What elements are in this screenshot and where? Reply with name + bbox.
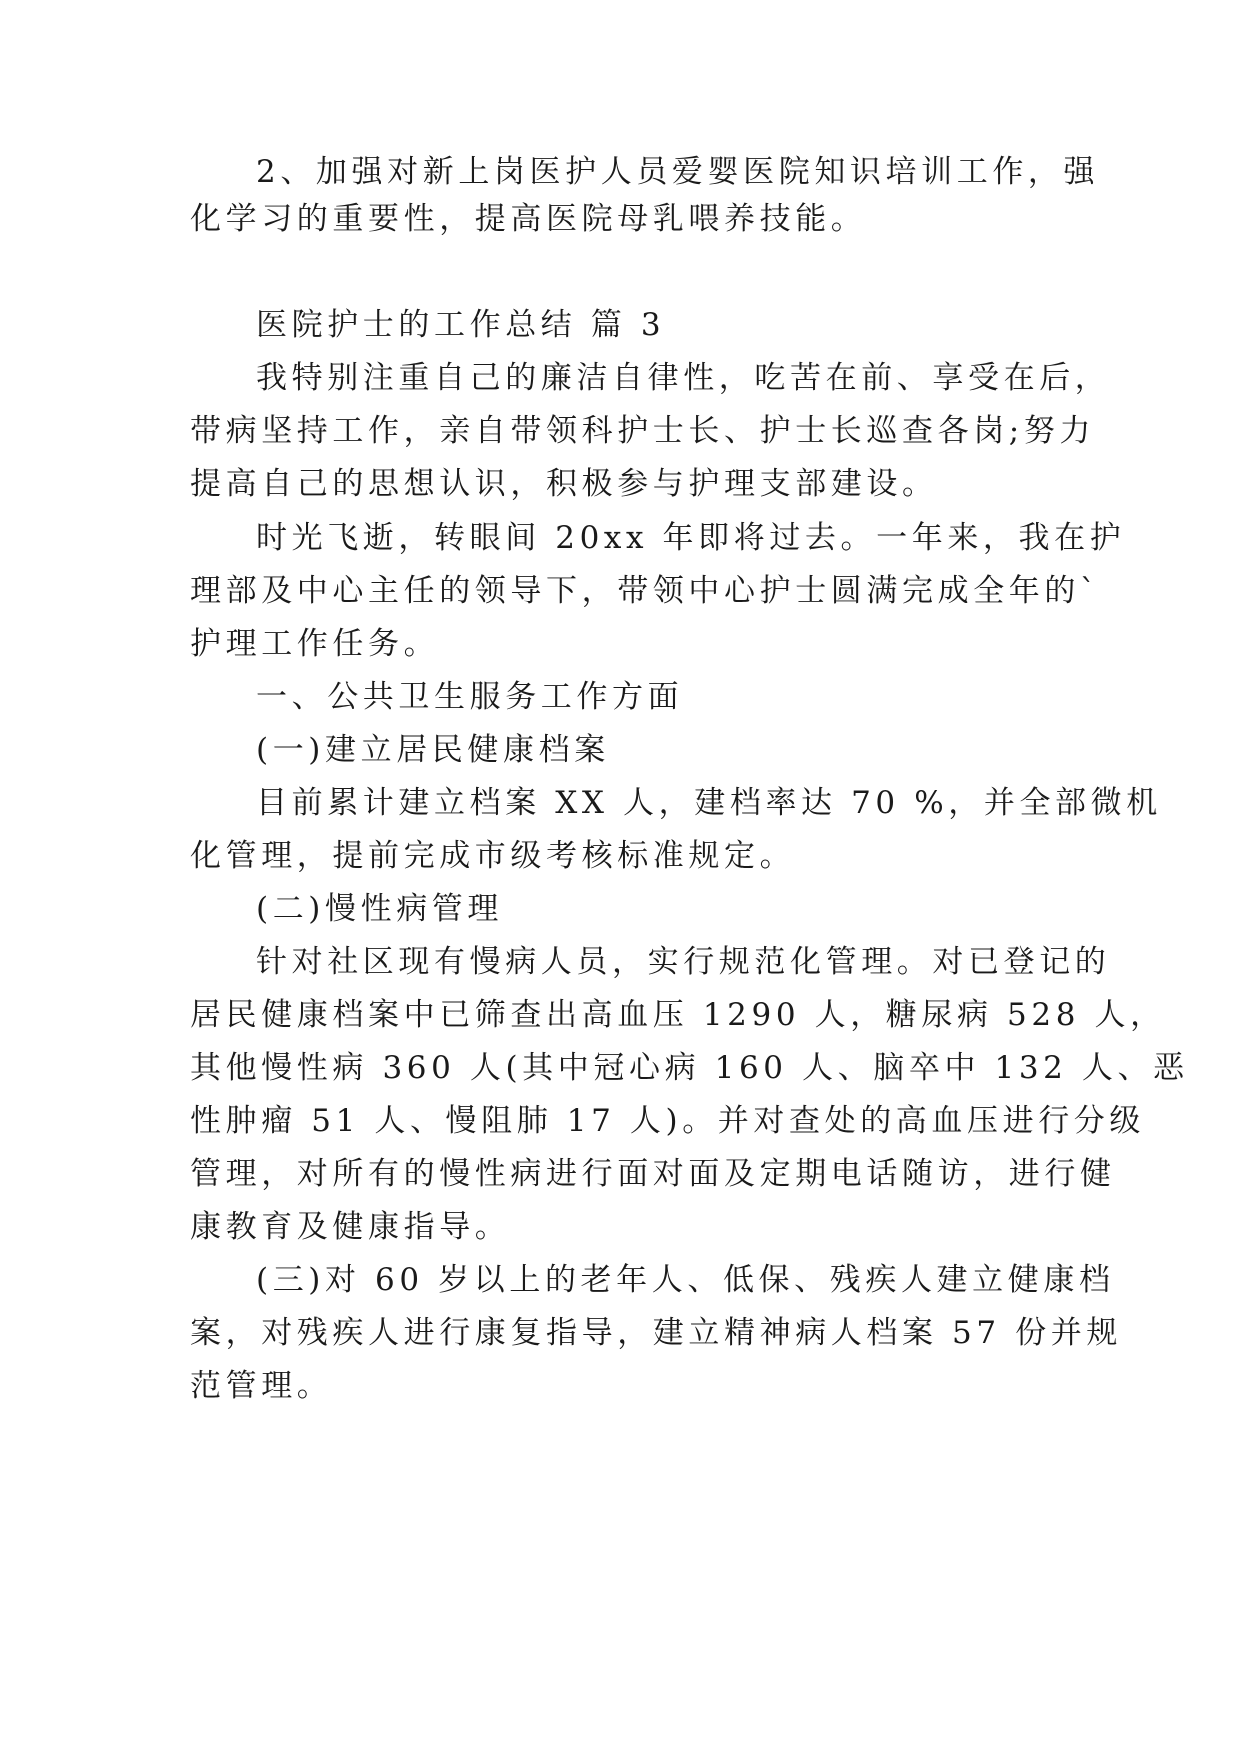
section-heading: 医院护士的工作总结 篇 3 — [256, 307, 666, 343]
paragraph-line: 护理工作任务。 — [190, 626, 440, 662]
paragraph-line: 时光飞逝，转眼间 20xx 年即将过去。一年来，我在护 — [256, 520, 1126, 556]
subsection-heading: (一)建立居民健康档案 — [256, 732, 610, 768]
paragraph-line: 居民健康档案中已筛查出高血压 1290 人，糖尿病 528 人， — [190, 997, 1166, 1033]
paragraph-line: 康教育及健康指导。 — [190, 1209, 511, 1245]
paragraph-line: 性肿瘤 51 人、慢阻肺 17 人)。并对查处的高血压进行分级 — [190, 1103, 1146, 1139]
paragraph-line: 针对社区现有慢病人员，实行规范化管理。对已登记的 — [256, 944, 1111, 980]
paragraph-line: 管理，对所有的慢性病进行面对面及定期电话随访，进行健 — [190, 1156, 1116, 1192]
paragraph-line: 2、加强对新上岗医护人员爱婴医院知识培训工作，强 — [256, 154, 1100, 190]
paragraph-line: 其他慢性病 360 人(其中冠心病 160 人、脑卒中 132 人、恶 — [190, 1050, 1189, 1086]
paragraph-line: 案，对残疾人进行康复指导，建立精神病人档案 57 份并规 — [190, 1315, 1122, 1351]
paragraph-line: 带病坚持工作，亲自带领科护士长、护士长巡查各岗;努力 — [190, 413, 1096, 449]
paragraph-line: (三)对 60 岁以上的老年人、低保、残疾人建立健康档 — [256, 1262, 1115, 1298]
paragraph-line: 我特别注重自己的廉洁自律性，吃苦在前、享受在后， — [256, 360, 1111, 396]
paragraph-line: 目前累计建立档案 XX 人，建档率达 70 %，并全部微机 — [256, 785, 1162, 821]
paragraph-line: 化学习的重要性，提高医院母乳喂养技能。 — [190, 201, 867, 237]
paragraph-line: 范管理。 — [190, 1368, 333, 1404]
paragraph-line: 理部及中心主任的领导下，带领中心护士圆满完成全年的` — [190, 573, 1101, 609]
subsection-heading: (二)慢性病管理 — [256, 891, 503, 927]
paragraph-line: 化管理，提前完成市级考核标准规定。 — [190, 838, 796, 874]
subsection-heading: 一、公共卫生服务工作方面 — [256, 679, 684, 715]
paragraph-line: 提高自己的思想认识，积极参与护理支部建设。 — [190, 466, 938, 502]
